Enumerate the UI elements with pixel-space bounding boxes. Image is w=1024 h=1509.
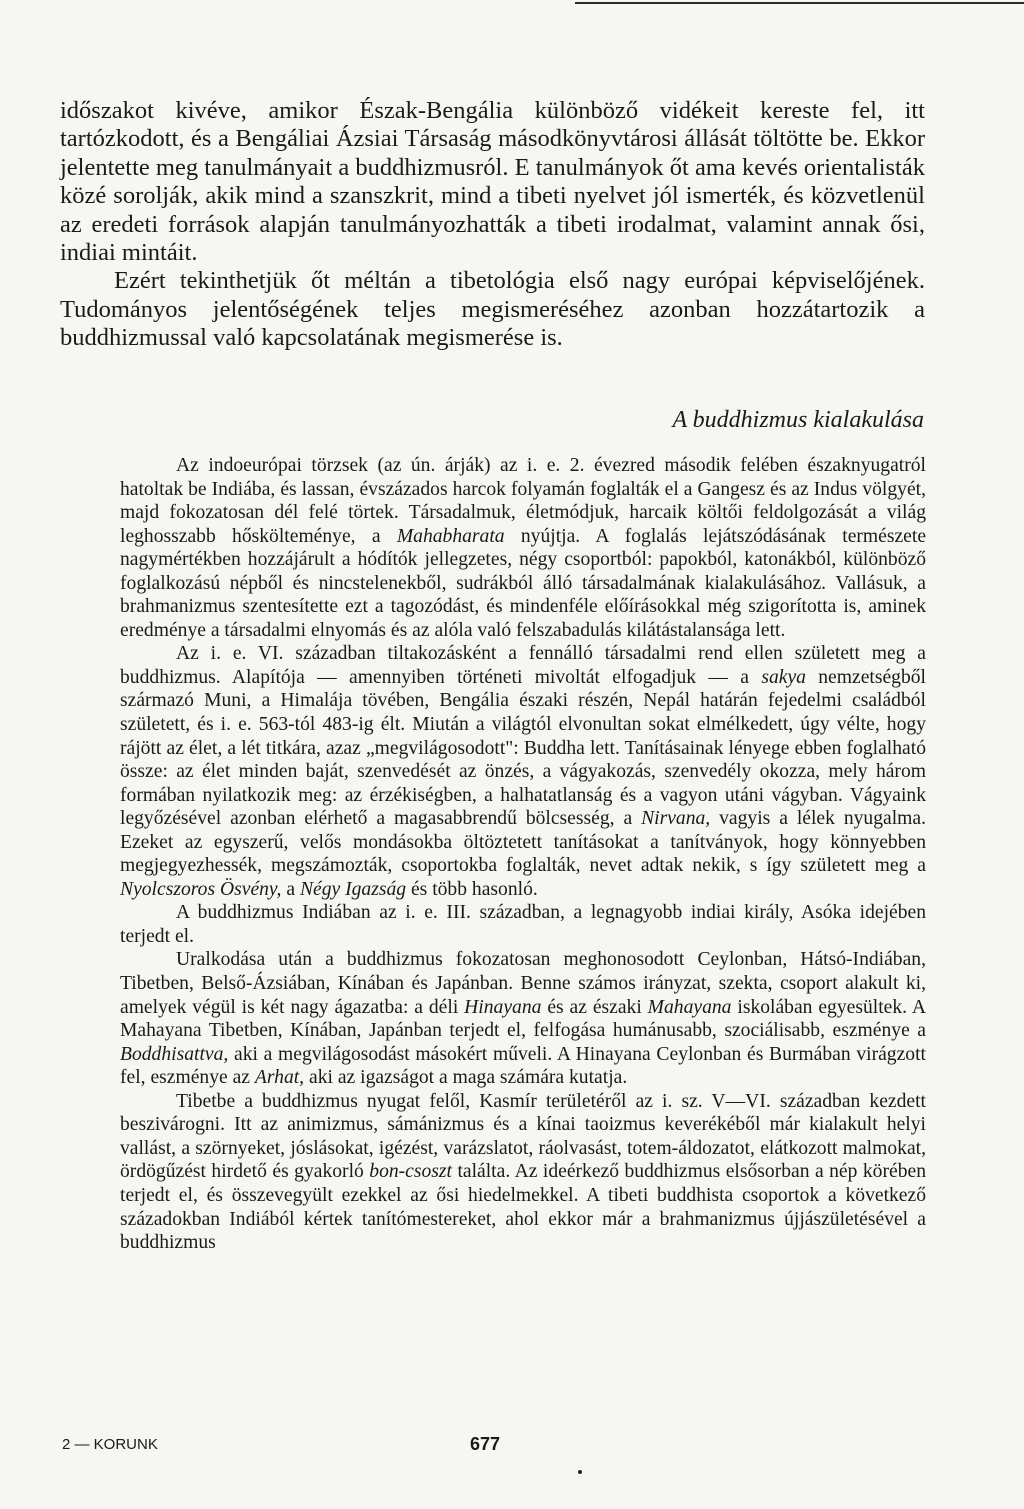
section-body (120, 454, 926, 1255)
text-run: találta. Az ideérkező buddhizmus elsősorban a nép körében terjedt el, és összevegyült ezekkel az ősi hiedelmekkel. A tibeti buddhista csoportok a következő századokban Indiából kértek tanítómestereket, ahol ekkor már a brahmanizmus újjászületésével a buddhizmus (120, 1161, 926, 1254)
intro-text (60, 97, 925, 353)
text-run: és az északi (541, 996, 648, 1018)
body-paragraph-2 (120, 642, 926, 901)
intro-paragraph-2: Ezért tekinthetjük őt méltán a tibetológia első nagy európai képviselőjének. Tudományos jelentőségének teljes megismeréséhez azonban hozzátartozik a buddhizmussal való kapcsolatának megismerése is. (60, 267, 925, 352)
text-run: iskolában egyesültek. A Mahayana Tibetben, Kínában, Japánban terjedt el, felfogása humánusabb, szociálisabb, eszménye a (120, 996, 927, 1042)
italic-term: Arhat, (254, 1067, 305, 1089)
body-paragraph-3: A buddhizmus Indiában az i. e. III. században, a legnagyobb indiai király, Asóka idejében terjedt el. (120, 902, 926, 947)
italic-term: Nyolcszoros Ösvény, (120, 878, 282, 900)
italic-term: Boddhisattva, (120, 1043, 229, 1065)
body-paragraph-4 (120, 948, 926, 1089)
text-run: Az indoeurópai törzsek (az ún. árják) az i. e. 2. évezred második felében északnyugatról hatoltak be Indiába, és lassan, évszázados harcok folyamán foglalták el a Gangesz és az Indus völgyét, majd fokozatosan dél felé törtek. Társadalmuk, életmódjuk, harcaik költői feldolgozását a világ leghosszabb hőskölteménye, a (120, 455, 926, 547)
italic-term: Mahayana (647, 996, 732, 1018)
print-dot (578, 1470, 582, 1474)
text-run: és több hasonló. (406, 878, 538, 900)
intro-paragraph-1: időszakot kivéve, amikor Észak-Bengália különböző vidékeit kereste fel, itt tartózkodott, és a Bengáliai Ázsiai Társaság másodkönyvtárosi állását töltötte be. Ekkor jelentette meg tanulmányait a buddhizmusról. E tanulmányok őt ama kevés orientalisták közé sorolják, akik mind a szanszkrit, mind a tibeti nyelvet jól ismerték, és közvetlenül az eredeti források alapján tanulmányozhatták a tibeti irodalmat, valamint annak ősi, indiai mintáit. (60, 97, 925, 267)
body-paragraph-5 (120, 1090, 926, 1255)
body-paragraph-1 (120, 454, 926, 642)
text-run: Uralkodása után a buddhizmus fokozatosan meghonosodott Ceylonban, Hátsó-Indiában, Tibetben, Belső-Ázsiában, Kínában és Japánban. Benne számos irányzat, szekta, csoport alakult ki, amelyek végül is két nagy ágazatba: a déli (120, 949, 926, 1018)
text-run: nemzetségből származó Muni, a Himalája tövében, Bengália északi részén, Nepál határán fejedelmi családból született, és i. e. 563-tól 483-ig élt. Miután a világtól elvonultan sokat elmélkedett, úgy vélte, hogy rájött az élet, a lét titkára, azaz „megvilágosodott": Buddha lett. Tanításainak lényege ebben foglalható össze: az élet minden baját, szenvedését az önzés, a vágyakozás, szenvedély okozza, mely három formában nyilatkozik meg: az érzékiségben, a halhatatlanság és a vagyon utáni vágyban. Vágyaink legyőzésével azonban elérhető a magasabbrendű bölcsesség, a (120, 666, 926, 830)
text-run: aki az igazságot a maga számára kutatja. (304, 1067, 628, 1089)
italic-term: bon-csoszt (369, 1161, 452, 1183)
text-run: Az i. e. VI. században tiltakozásként a fennálló társadalmi rend ellen született meg a buddhizmus. Alapítója — amennyiben történeti mivoltát elfogadjuk — a (120, 643, 926, 688)
italic-term: sakya (761, 666, 806, 688)
section-heading: A buddhizmus kialakulása (672, 407, 924, 433)
text-run: Tibetbe a buddhizmus nyugat felől, Kasmír területéről az i. sz. V—VI. században kezdett beszivárogni. Itt az animizmus, sámánizmus és a kínai taoizmus keverékéből már kialakult helyi vallást, a szörnyeket, jóslásokat, igézést, varázslatot, ráolvasást, totem-áldozatot, elátkozott malmokat, ördögűzést hirdető és gyakorló (120, 1090, 926, 1183)
text-run: a (281, 878, 300, 900)
page-number: 677 (470, 1434, 501, 1454)
text-run: vagyis a lélek nyugalma. Ezeket az egyszerű, velős mondásokba öltöztetett tanításokat a tanítványok, hogy könnyebben megjegyezhessék, megszámozták, csoportokba foglalták, nevet adtak nekik, s így született meg a (120, 808, 926, 877)
italic-term: Nirvana, (641, 808, 711, 830)
top-rule (575, 2, 1024, 4)
text-run: nyújtja. A foglalás lejátszódásának természete nagymértékben hozzájárult a hódítók jellegzetes, négy csoportból: papokból, katonákból, különböző foglalkozású népből és nincstelenekből, sudrákból álló társadalmának kialakulásához. Vallásuk, a brahmanizmus szentesítette ezt a tagozódást, és mindenféle előírásokkal még szigorította is, aminek eredménye a társadalmi elnyomás és az alóla való felszabadulás kilátástalansága lett. (120, 525, 927, 641)
text-run: aki a megvilágosodást másokért műveli. A Hinayana Ceylonban és Burmában virágzott fel, eszménye az (120, 1043, 926, 1089)
footer-journal-label: 2 — KORUNK (62, 1436, 158, 1453)
italic-term: Mahabharata (396, 525, 505, 547)
italic-term: Hinayana (464, 996, 542, 1018)
italic-term: Négy Igazság (299, 878, 407, 900)
